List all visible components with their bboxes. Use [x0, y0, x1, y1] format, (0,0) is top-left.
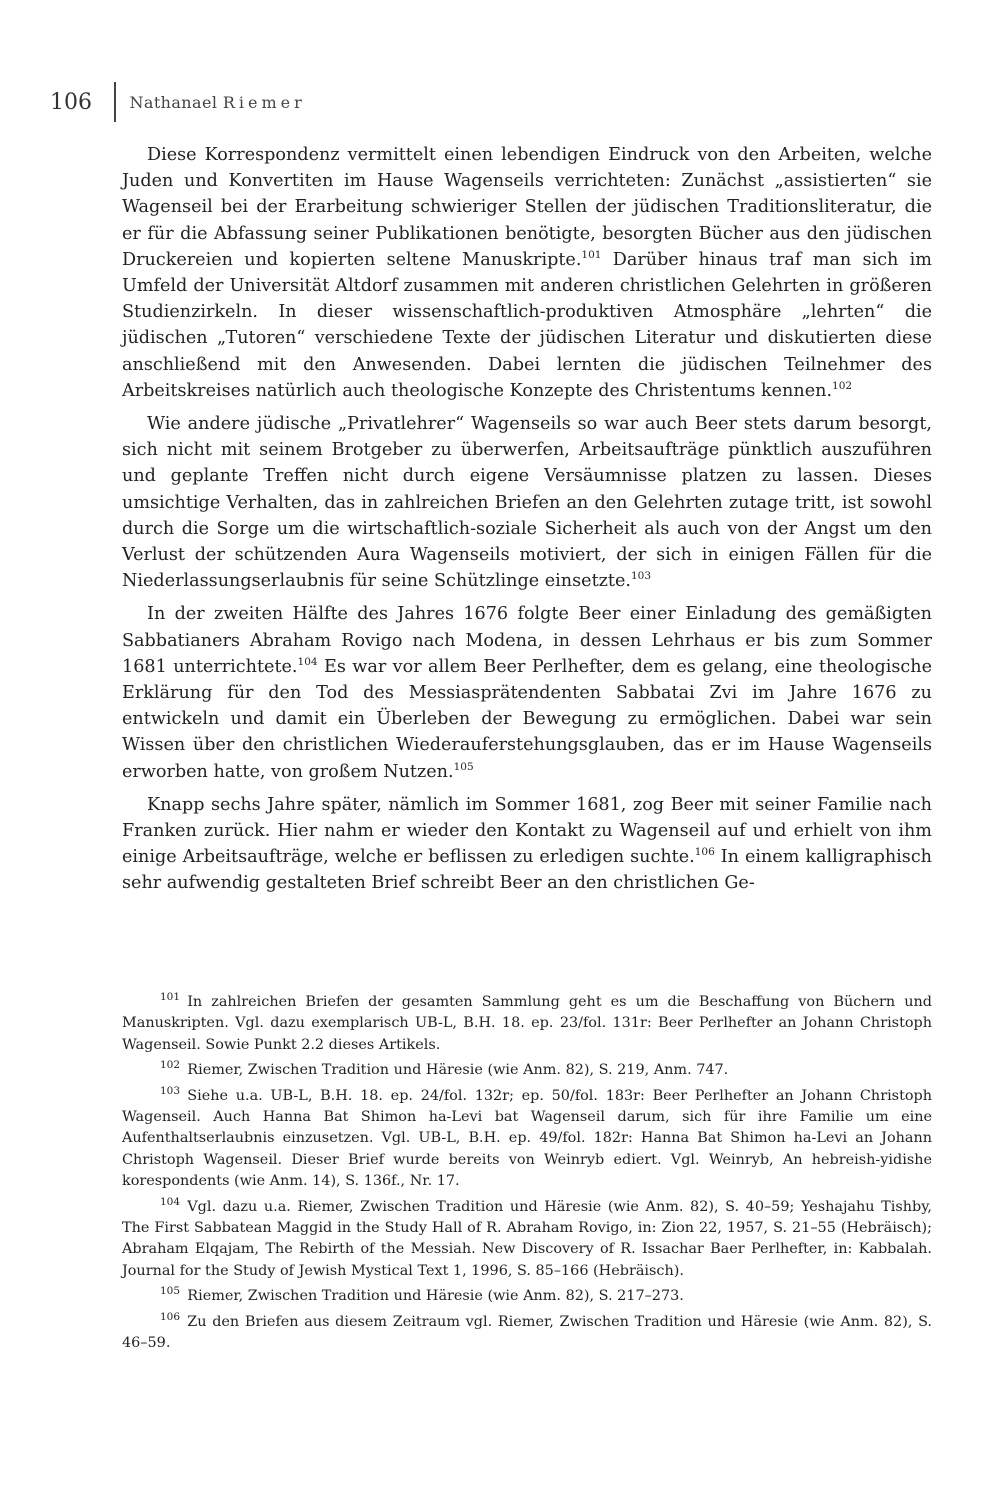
footnote-text: Zu den Briefen aus diesem Zeitraum vgl. Riemer, Zwischen Tradition und Häresie (wie Anm. 82), S. 46–59. — [122, 1313, 932, 1352]
running-header — [50, 82, 306, 122]
footnote-marker: 103 — [631, 570, 652, 583]
body-text: Es war vor allem Beer Perlhefter, dem es gelang, eine theologische Erklärung für den Tod des Messiasprätendenten Sabbatai Zvi im Jahre 1676 zu entwickeln und damit ein Überleben der Bewegung zu ermöglichen. Dabei war sein Wissen über den christlichen Wiederauferstehungsglauben, das er im Hause Wagenseils erworben hatte, von großem Nutzen. — [122, 656, 932, 782]
footnote — [122, 1197, 932, 1283]
footnote-text: In zahlreichen Briefen der gesamten Sammlung geht es um die Beschaffung von Büchern und Manuskripten. Vgl. dazu exemplarisch UB-L, B.H. 18. ep. 23/fol. 131r: Beer Perlhefter an Johann Christoph Wagenseil. Sowie Punkt 2.2 dieses Artikels. — [122, 994, 932, 1053]
running-head-author — [130, 93, 306, 112]
footnote — [122, 1086, 932, 1193]
footnote-text: Vgl. dazu u.a. Riemer, Zwischen Tradition und Häresie (wie Anm. 82), S. 40–59; Yeshajahu Tishby, The First Sabbatean Maggid in the Study Hall of R. Abraham Rovigo, in: Zion 22, 1957, S. 21–55 (Hebräisch); Abraham Elqajam, The Rebirth of the Messiah. New Discovery of R. Issachar Baer Perlhefter, in: Kabbalah. Journal for the Study of Jewish Mystical Text 1, 1996, S. 85–166 (Hebräisch). — [122, 1198, 932, 1279]
footnote-number: 102 — [160, 1059, 181, 1072]
footnote-text: Riemer, Zwischen Tradition und Häresie (wie Anm. 82), S. 219, Anm. 747. — [187, 1062, 729, 1079]
footnote-marker: 105 — [453, 760, 474, 773]
footnote — [122, 1312, 932, 1355]
body-text: Darüber hinaus traf man sich im Umfeld der Universität Altdorf zusammen mit anderen christlichen Gelehrten in größeren Studienzirkeln. In dieser wissenschaftlich-produktiven Atmosphäre „lehrten“ die jüdischen „Tutoren“ verschiedene Texte der jüdischen Literatur und diskutierten diese anschließend mit den Anwesenden. Dabei lernten die jüdischen Teilnehmer des Arbeitskreises natürlich auch theologische Konzepte des Christentums kennen. — [122, 249, 932, 401]
body-text: Diese Korrespondenz vermittelt einen lebendigen Eindruck von den Arbeiten, welche Juden und Konvertiten im Hause Wagenseils verrichteten: Zunächst „assistierten“ sie Wagenseil bei der Erarbeitung schwieriger Stellen der jüdischen Traditionsliteratur, die er für die Abfassung seiner Publikationen benötigte, besorgten Bücher aus den jüdischen Druckereien und kopierten seltene Manuskripte. — [122, 145, 932, 270]
footnote — [122, 992, 932, 1056]
body-paragraph — [122, 142, 932, 404]
footnote-marker: 104 — [297, 656, 318, 668]
footnote-number: 103 — [160, 1084, 181, 1097]
footnote-number: 105 — [160, 1285, 181, 1298]
header-divider — [114, 82, 116, 122]
body-paragraph — [122, 601, 932, 784]
page-number: 106 — [50, 89, 92, 115]
body-text: In einem kalligraphisch sehr aufwendig gestalteten Brief schreibt Beer an den christlichen Ge- — [122, 847, 933, 894]
footnote-number: 104 — [160, 1195, 181, 1208]
footnote-number: 101 — [160, 991, 181, 1004]
footnotes — [122, 992, 932, 1359]
footnote-number: 106 — [160, 1310, 181, 1323]
author-first-name: Nathanael — [129, 92, 218, 112]
body-text: In der zweiten Hälfte des Jahres 1676 folgte Beer einer Einladung des gemäßigten Sabbatianers Abraham Rovigo nach Modena, in dessen Lehrhaus er bis zum Sommer 1681 unterrichtete. — [122, 604, 932, 677]
footnote — [122, 1286, 932, 1307]
footnote-marker: 101 — [581, 248, 602, 261]
body-text: Knapp sechs Jahre später, nämlich im Sommer 1681, zog Beer mit seiner Familie nach Franken zurück. Hier nahm er wieder den Kontakt zu Wagenseil auf und erhielt von ihm einige Arbeitsaufträge, welche er beflissen zu erledigen suchte. — [122, 794, 932, 868]
main-text — [122, 142, 932, 904]
body-text: Wie andere jüdische „Privatlehrer“ Wagenseils so war auch Beer stets darum besorgt, sich nicht mit seinem Brotgeber zu überwerfen, Arbeitsaufträge pünktlich auszuführen und geplante Treffen nicht durch eigene Versäumnisse platzen zu lassen. Dieses umsichtige Verhalten, das in zahlreichen Briefen an den Gelehrten zutage tritt, ist sowohl durch die Sorge um die wirtschaftlich-soziale Sicherheit als auch von der Angst um den Verlust der schützenden Aura Wagenseils motiviert, der sich in einigen Fällen für die Niederlassungserlaubnis für seine Schützlinge einsetzte. — [122, 414, 932, 592]
author-last-name: Riemer — [222, 92, 306, 112]
footnote-marker: 102 — [832, 379, 853, 392]
footnote-text: Riemer, Zwischen Tradition und Häresie (wie Anm. 82), S. 217–273. — [187, 1288, 684, 1305]
footnote — [122, 1060, 932, 1081]
body-paragraph — [122, 411, 932, 594]
footnote-text: Siehe u.a. UB-L, B.H. 18. ep. 24/fol. 132r; ep. 50/fol. 183r: Beer Perlhefter an Johann Christoph Wagenseil. Auch Hanna Bat Shimon ha-Levi bat Wagenseil darum, sich für ihre Familie um eine Aufenthaltserlaubnis einzusetzen. Vgl. UB-L, B.H. ep. 49/fol. 182r: Hanna Bat Shimon ha-Levi an Johann Christoph Wagenseil. Dieser Brief wurde bereits von Weinryb ediert. Vgl. Weinryb, An hebreish-yidishe korespondents (wie Anm. 14), S. 136f., Nr. 17. — [122, 1087, 932, 1190]
footnote-marker: 106 — [694, 846, 715, 859]
body-paragraph — [122, 792, 932, 897]
